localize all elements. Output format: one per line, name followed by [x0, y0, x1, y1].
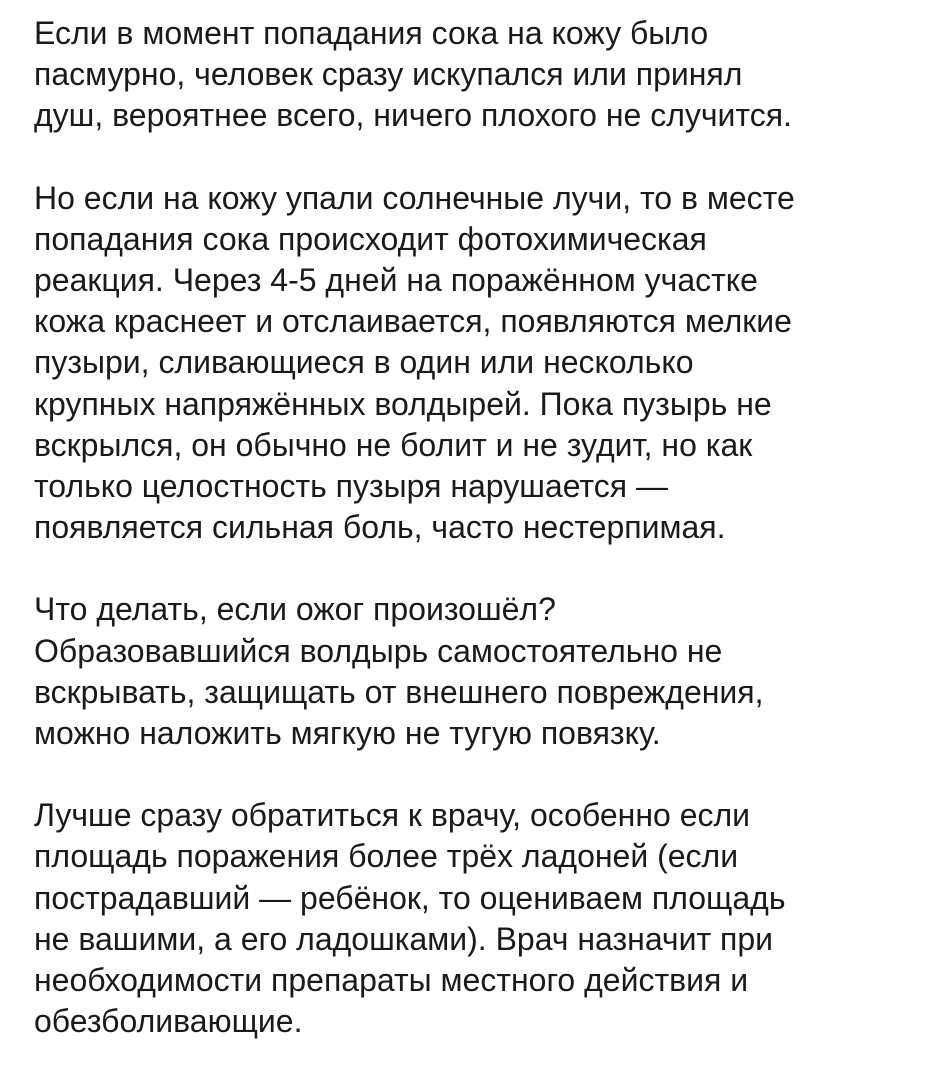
text-line: Что делать, если ожог произошёл?	[34, 591, 556, 628]
text-line: вскрылся, он обычно не болит и не зудит, но как	[34, 426, 753, 463]
text-line: Но если на кожу упали солнечные лучи, то в месте	[34, 179, 795, 216]
text-line: пострадавший — ребёнок, то оцениваем площадь	[34, 879, 786, 916]
text-line: площадь поражения более трёх ладоней (если	[34, 838, 739, 875]
text-line: только целостность пузыря нарушается —	[34, 468, 668, 505]
text-line: душ, вероятнее всего, ничего плохого не случится.	[34, 97, 792, 134]
text-line: появляется сильная боль, часто нестерпимая.	[34, 509, 726, 546]
text-line: кожа краснеет и отслаивается, появляются мелкие	[34, 303, 792, 340]
article-text	[34, 13, 934, 1042]
text-line: необходимости препараты местного действия и	[34, 962, 749, 999]
text-line: попадания сока происходит фотохимическая	[34, 220, 707, 257]
text-line: Образовавшийся волдырь самостоятельно не	[34, 632, 723, 669]
text-line: крупных напряжённых волдырей. Пока пузырь не	[34, 385, 772, 422]
text-line: Лучше сразу обратиться к врачу, особенно если	[34, 797, 751, 834]
text-line: не вашими, а его ладошками). Врач назначит при	[34, 920, 773, 957]
paragraph-see-doctor	[34, 795, 934, 1042]
paragraph-sun-reaction	[34, 178, 934, 549]
paragraph-what-to-do	[34, 589, 934, 754]
text-line: вскрывать, защищать от внешнего повреждения,	[34, 673, 764, 710]
text-line: Если в момент попадания сока на кожу было	[34, 15, 709, 51]
text-line: пасмурно, человек сразу искупался или принял	[34, 56, 743, 93]
text-line: реакция. Через 4-5 дней на поражённом участке	[34, 262, 758, 299]
paragraph-cloudy-weather	[34, 13, 934, 137]
text-line: пузыри, сливающиеся в один или несколько	[34, 344, 694, 381]
text-line: можно наложить мягкую не тугую повязку.	[34, 715, 661, 752]
text-line: обезболивающие.	[34, 1003, 303, 1040]
